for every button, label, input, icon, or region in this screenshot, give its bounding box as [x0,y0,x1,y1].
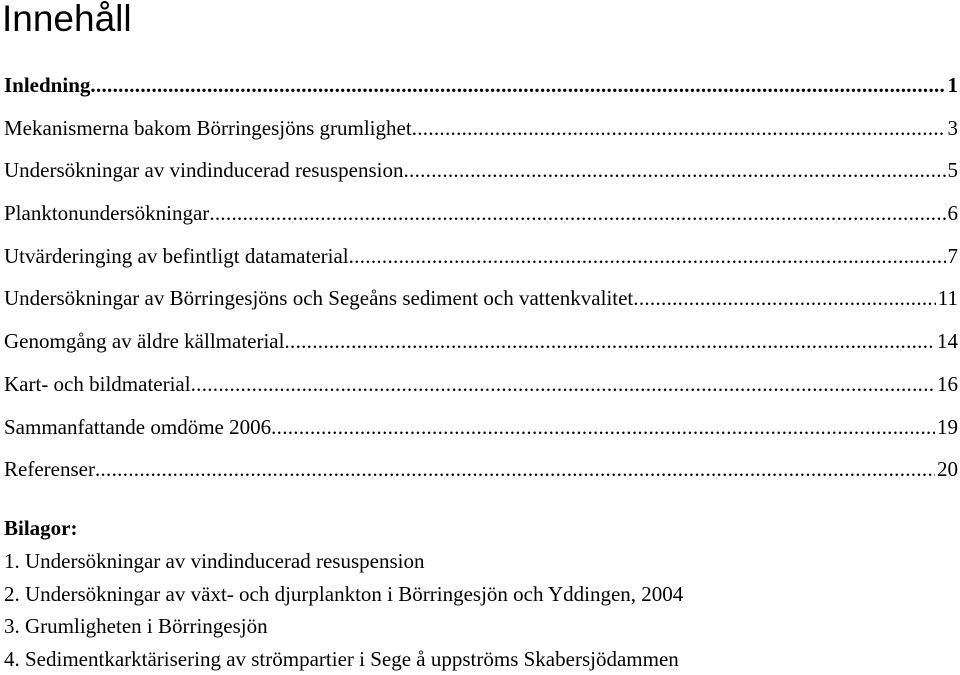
toc-page-number: 19 [937,414,958,439]
toc-dot-leader [349,240,946,272]
toc-dot-leader [284,325,935,357]
toc-entry-label: Mekanismerna bakom Börringesjöns grumlighet [4,115,412,140]
toc-entry-label: Inledning [4,73,91,97]
toc-entry [4,368,958,411]
attachments-list [4,545,954,675]
toc-page-number: 3 [947,115,958,140]
toc-page-number: 20 [937,457,958,482]
toc-page-number: 7 [947,243,958,268]
attachment-item: 1. Undersökningar av vindinducerad resuspension [4,549,425,573]
toc-entry [4,240,958,283]
attachments-section [4,512,954,675]
toc-entry-label: Planktonundersökningar [4,201,210,226]
toc-entry-label: Genomgång av äldre källmaterial [4,329,285,354]
toc-entry-label: Referenser [4,457,95,482]
toc-page-number: 14 [937,329,958,354]
toc-entry [4,69,958,112]
toc-dot-leader [90,69,945,101]
toc-page-number: 1 [947,73,958,97]
toc-dot-leader [633,282,936,314]
page-title: Innehåll [2,0,132,39]
toc-entry-label: Undersökningar av Börringesjöns och Segeåns sediment och vattenkvalitet [4,286,634,311]
toc-dot-leader [209,197,945,229]
toc-entry [4,453,958,496]
attachment-item: 2. Undersökningar av växt- och djurplankton i Börringesjön och Yddingen, 2004 [4,581,684,606]
toc-dot-leader [403,154,945,186]
toc-entry [4,282,958,325]
attachments-heading: Bilagor: [4,516,78,540]
toc-entry-label: Utvärderinging av befintligt datamaterial [4,243,349,268]
toc-entry [4,197,958,240]
toc-entry [4,325,958,368]
toc-entry [4,411,958,454]
toc-page-number: 11 [937,286,958,311]
toc-page-number: 16 [937,371,958,396]
toc-entry-label: Sammanfattande omdöme 2006 [4,414,272,439]
toc-page-number: 5 [947,158,958,183]
toc-dot-leader [95,453,935,485]
toc-dot-leader [271,411,935,443]
attachment-item: 4. Sedimentkarktärisering av strömpartier i Sege å uppströms Skabersjödammen [4,646,679,671]
toc-dot-leader [191,368,935,400]
toc-entry-label: Undersökningar av vindinducerad resuspension [4,158,404,183]
toc-dot-leader [412,112,946,144]
toc-entry-label: Kart- och bildmaterial [4,371,191,396]
toc-entry [4,154,958,197]
toc-page-number: 6 [947,201,958,226]
toc-entry [4,112,958,155]
table-of-contents [4,69,958,496]
attachment-item: 3. Grumligheten i Börringesjön [4,614,268,638]
